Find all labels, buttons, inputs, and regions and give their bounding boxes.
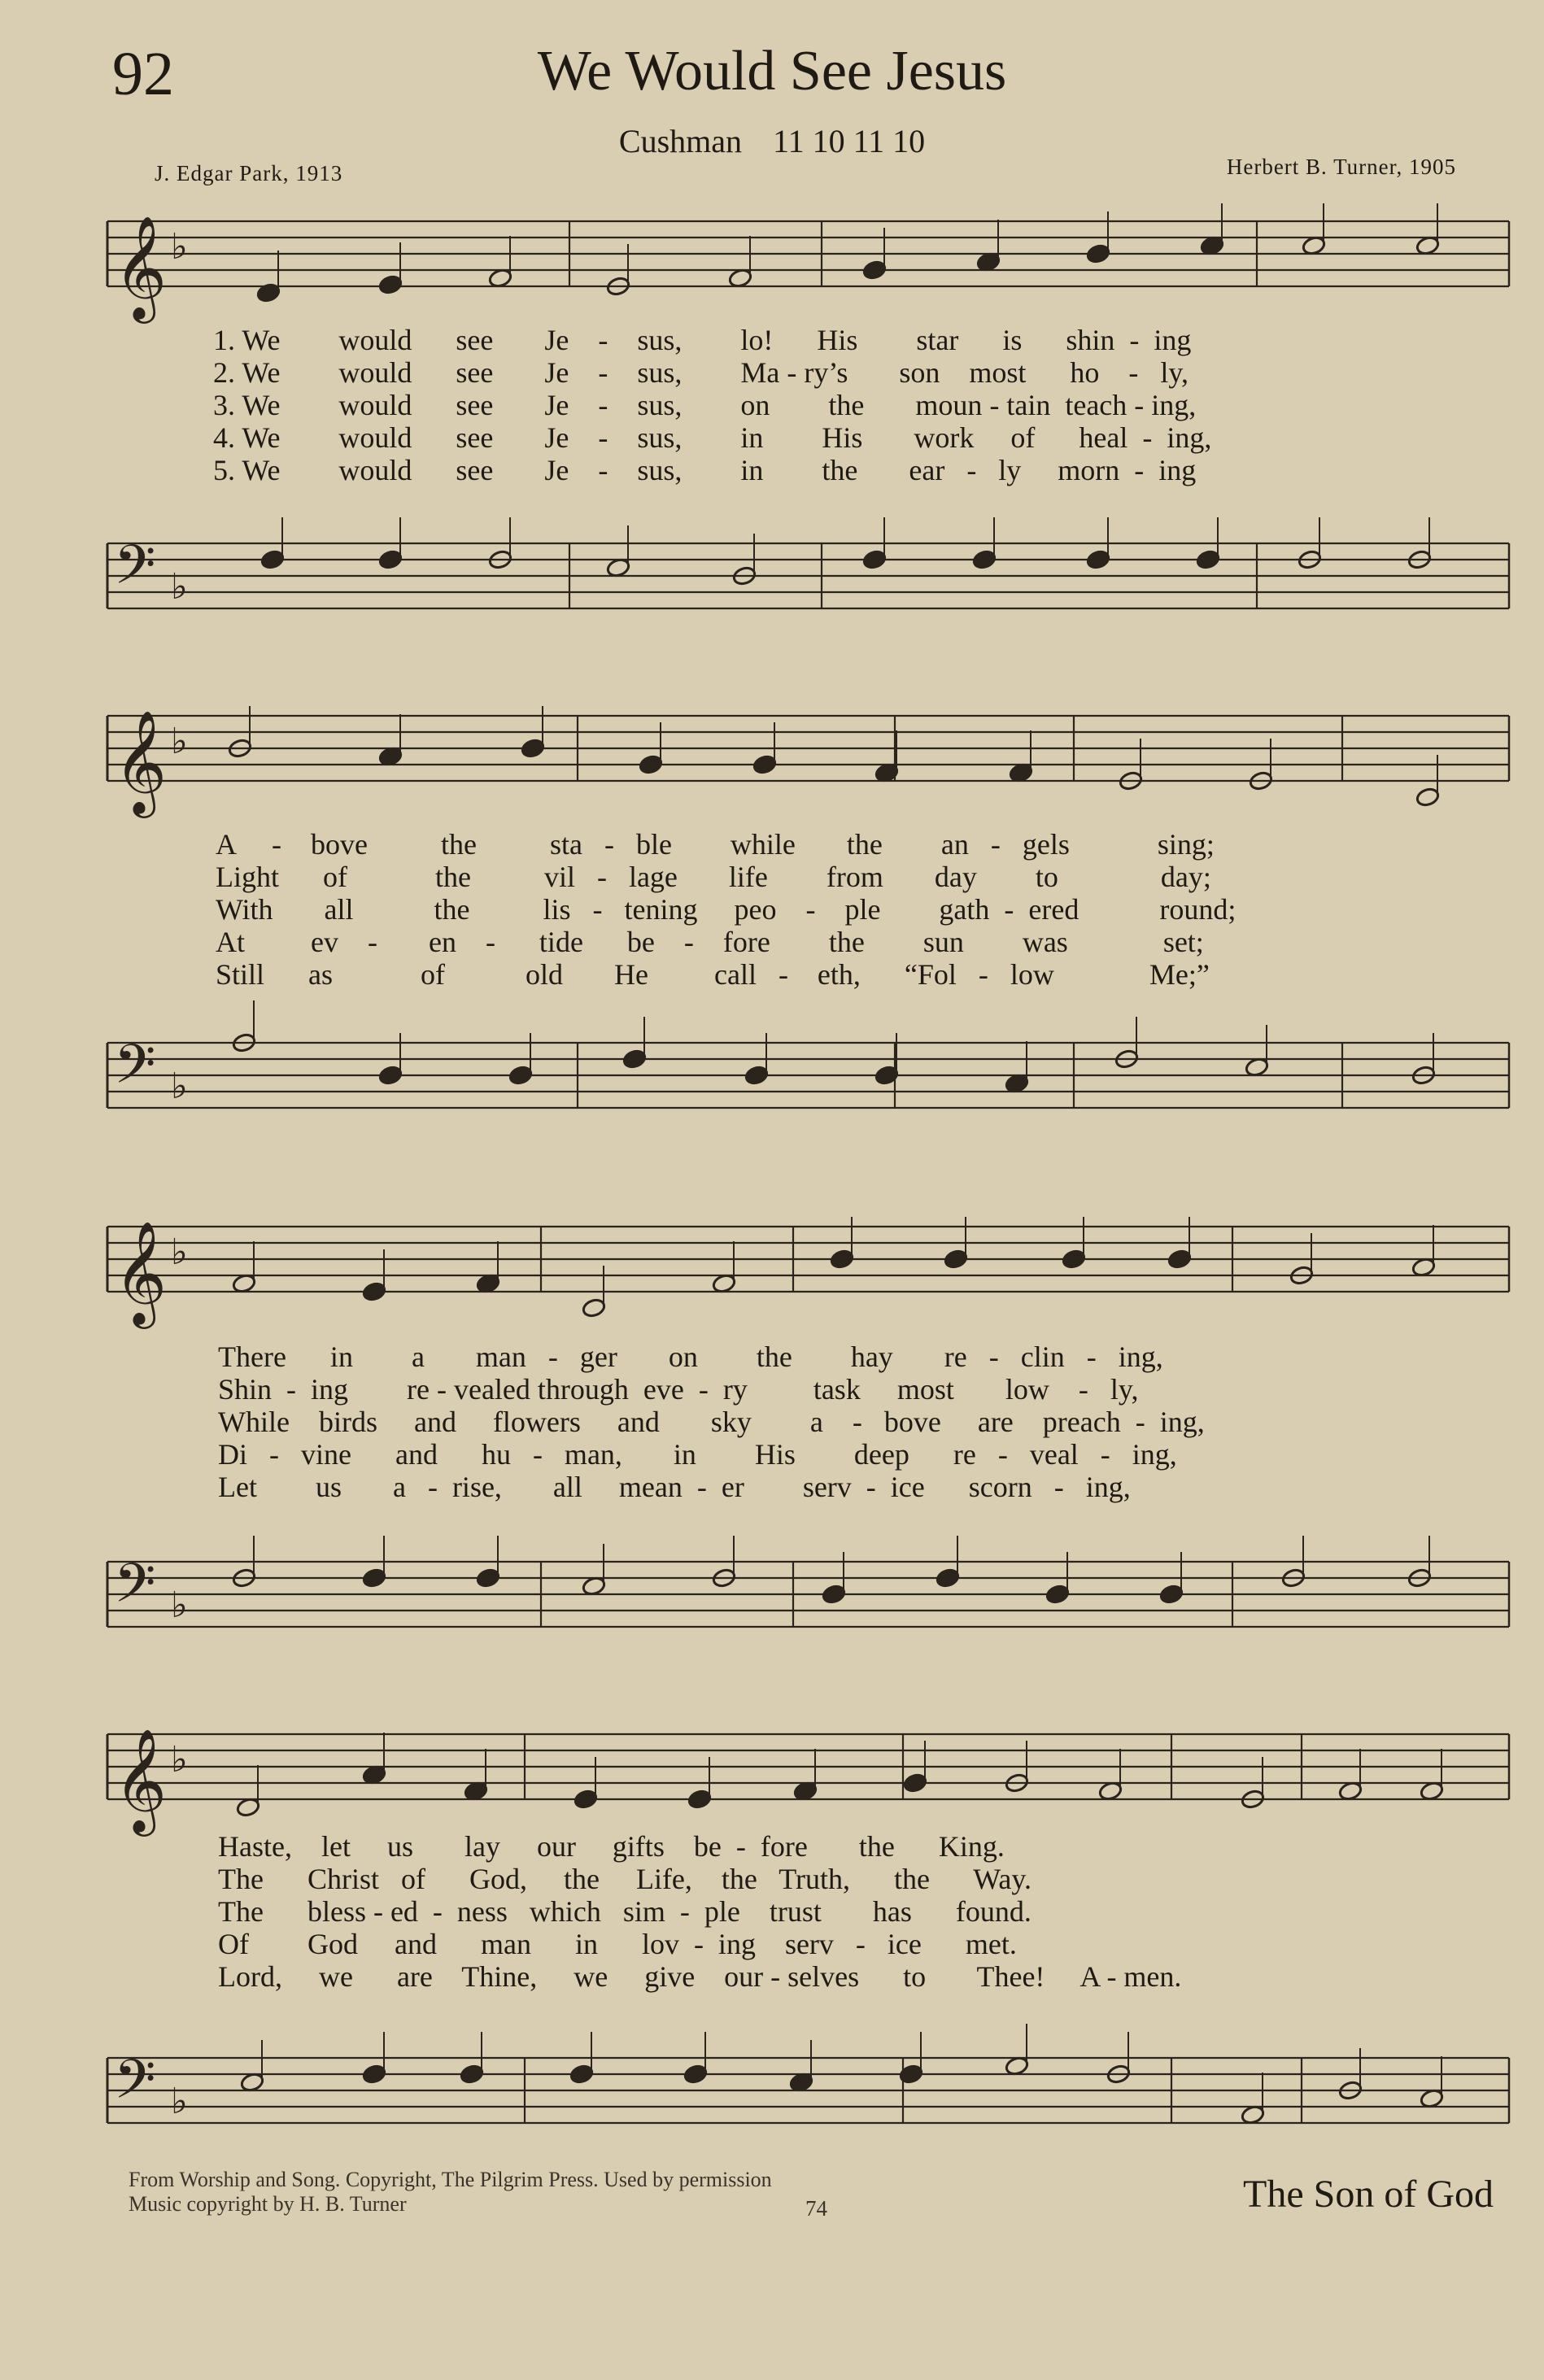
bass-clef-icon: 𝄢 bbox=[114, 534, 156, 609]
bass-staff-system-2 bbox=[0, 1027, 1544, 1108]
note-head-icon bbox=[521, 738, 546, 759]
note-head-icon bbox=[862, 259, 888, 281]
treble-clef-icon: 𝄞 bbox=[114, 1728, 168, 1832]
key-signature-flat-icon: ♭ bbox=[171, 226, 188, 268]
verse-line: Let us a - rise, all mean - er serv - ice scorn - ing, bbox=[218, 1471, 1131, 1503]
note-head-icon bbox=[972, 549, 997, 570]
note-head-icon bbox=[639, 754, 664, 775]
key-signature-flat-icon: ♭ bbox=[171, 1584, 188, 1626]
note-head-icon bbox=[822, 1584, 847, 1605]
verse-line: 2. We would see Je - sus, Ma - ry’s son most ho - ly, bbox=[213, 356, 1189, 389]
verse-line: A - bove the sta - ble while the an - gels sing; bbox=[216, 828, 1215, 861]
note-head-icon bbox=[936, 1567, 961, 1589]
meter: 11 10 11 10 bbox=[773, 123, 926, 159]
treble-staff-system-4 bbox=[0, 1718, 1544, 1832]
note-head-icon bbox=[362, 2064, 387, 2085]
section-heading: The Son of God bbox=[1243, 2173, 1494, 2216]
key-signature-flat-icon: ♭ bbox=[171, 721, 188, 762]
treble-staff-system-2 bbox=[0, 700, 1544, 813]
bass-clef-icon: 𝄢 bbox=[114, 1033, 156, 1109]
verse-line: Lord, we are Thine, we give our - selves to Thee! A - men. bbox=[218, 1960, 1182, 1993]
verse-line: The bless - ed - ness which sim - ple trust has found. bbox=[218, 1895, 1032, 1928]
note-head-icon bbox=[378, 274, 403, 295]
verse-line: Of God and man in lov - ing serv - ice met. bbox=[218, 1928, 1017, 1960]
note-head-icon bbox=[1196, 549, 1221, 570]
note-head-icon bbox=[687, 1789, 713, 1810]
note-head-icon bbox=[1167, 1249, 1193, 1270]
treble-staff-system-3 bbox=[0, 1210, 1544, 1324]
note-head-icon bbox=[260, 549, 286, 570]
verse-line: At ev - en - tide be - fore the sun was set; bbox=[216, 926, 1204, 958]
treble-clef-icon: 𝄞 bbox=[114, 1220, 168, 1324]
note-head-icon bbox=[378, 1065, 403, 1086]
key-signature-flat-icon: ♭ bbox=[171, 1066, 188, 1107]
note-head-icon bbox=[476, 1567, 501, 1589]
treble-staff-system-1 bbox=[0, 205, 1544, 319]
author-credit: J. Edgar Park, 1913 bbox=[155, 161, 343, 185]
note-head-icon bbox=[1086, 243, 1111, 264]
note-head-icon bbox=[830, 1249, 855, 1270]
verse-lines-system-2 bbox=[216, 828, 1236, 991]
treble-clef-icon: 𝄞 bbox=[114, 215, 168, 319]
copyright-credit bbox=[129, 2168, 772, 2217]
key-signature-flat-icon: ♭ bbox=[171, 2081, 188, 2122]
hymn-number: 92 bbox=[112, 40, 174, 108]
note-head-icon bbox=[1086, 549, 1111, 570]
note-head-icon bbox=[744, 1065, 770, 1086]
bass-staff-system-1 bbox=[0, 527, 1544, 608]
note-head-icon bbox=[1159, 1584, 1184, 1605]
key-signature-flat-icon: ♭ bbox=[171, 1739, 188, 1781]
note-head-icon bbox=[683, 2064, 709, 2085]
bass-staff-system-4 bbox=[0, 2042, 1544, 2123]
key-signature-flat-icon: ♭ bbox=[171, 1231, 188, 1273]
verse-line: 3. We would see Je - sus, on the moun - tain teach - ing, bbox=[213, 389, 1197, 421]
note-head-icon bbox=[1062, 1249, 1087, 1270]
verse-lines-system-4 bbox=[218, 1830, 1181, 1993]
note-head-icon bbox=[508, 1065, 534, 1086]
note-head-icon bbox=[1415, 787, 1441, 808]
note-head-icon bbox=[1045, 1584, 1071, 1605]
treble-clef-icon: 𝄞 bbox=[114, 709, 168, 813]
credit-line: Music copyright by H. B. Turner bbox=[129, 2192, 407, 2216]
verse-line: With all the lis - tening peo - ple gath - ered round; bbox=[216, 893, 1237, 926]
bass-staff-system-3 bbox=[0, 1545, 1544, 1627]
bass-clef-icon: 𝄢 bbox=[114, 1552, 156, 1628]
note-head-icon bbox=[582, 1297, 607, 1319]
tune-name: Cushman bbox=[618, 123, 743, 159]
note-head-icon bbox=[862, 549, 888, 570]
composer-credit: Herbert B. Turner, 1905 bbox=[1226, 155, 1456, 179]
note-head-icon bbox=[752, 754, 778, 775]
note-head-icon bbox=[362, 1567, 387, 1589]
note-head-icon bbox=[569, 2064, 595, 2085]
hymn-title: We Would See Jesus bbox=[537, 40, 1007, 102]
verse-line: 1. We would see Je - sus, lo! His star is shin - ing bbox=[213, 324, 1192, 356]
note-head-icon bbox=[460, 2064, 485, 2085]
bass-clef-icon: 𝄢 bbox=[114, 2048, 156, 2124]
verse-line: Shin - ing re - vealed through eve - ry task most low - ly, bbox=[218, 1373, 1139, 1406]
note-head-icon bbox=[362, 1281, 387, 1302]
verse-lines-system-1 bbox=[213, 324, 1211, 486]
verse-line: 5. We would see Je - sus, in the ear - ly morn - ing bbox=[213, 454, 1197, 486]
note-head-icon bbox=[622, 1048, 648, 1070]
verse-line: While birds and flowers and sky a - bove are preach - ing, bbox=[218, 1406, 1205, 1438]
verse-line: Haste, let us lay our gifts be - fore the King. bbox=[218, 1830, 1005, 1863]
key-signature-flat-icon: ♭ bbox=[171, 566, 188, 608]
note-head-icon bbox=[574, 1789, 599, 1810]
verse-line: 4. We would see Je - sus, in His work of heal - ing, bbox=[213, 421, 1212, 454]
page-number: 74 bbox=[805, 2196, 827, 2221]
verse-line: The Christ of God, the Life, the Truth, the Way. bbox=[218, 1863, 1032, 1895]
verse-line: Di - vine and hu - man, in His deep re - veal - ing, bbox=[218, 1438, 1177, 1471]
verse-line: There in a man - ger on the hay re - clin - ing, bbox=[218, 1340, 1163, 1373]
verse-line: Light of the vil - lage life from day to day; bbox=[216, 861, 1211, 893]
note-head-icon bbox=[944, 1249, 969, 1270]
note-head-icon bbox=[903, 1772, 928, 1794]
note-head-icon bbox=[378, 549, 403, 570]
verse-lines-system-3 bbox=[218, 1340, 1205, 1503]
verse-line: Still as of old He call - eth, “Fol - low Me;” bbox=[216, 958, 1210, 991]
credit-line: From Worship and Song. Copyright, The Pilgrim Press. Used by permission bbox=[129, 2168, 772, 2191]
